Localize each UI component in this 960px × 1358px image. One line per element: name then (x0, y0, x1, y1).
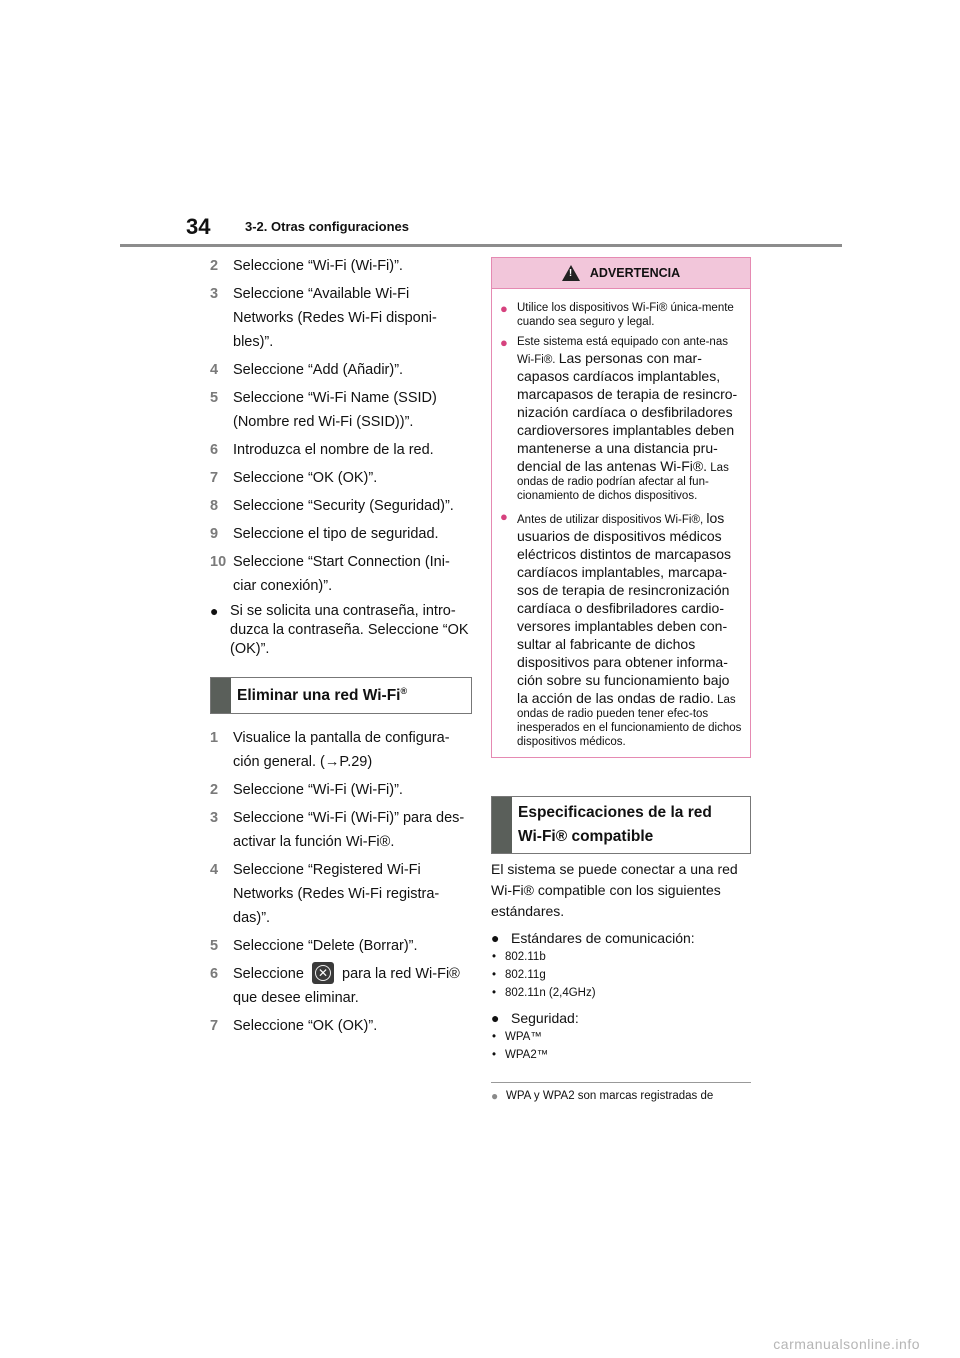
list-item: • 802.11g (492, 966, 751, 984)
standards-bullet: ● Estándares de comunicación: (491, 930, 695, 946)
step-7 (210, 1014, 472, 1038)
step-text: Seleccione “Wi-Fi (Wi-Fi)”. (233, 782, 403, 798)
step-number: 3 (210, 286, 219, 302)
bullet-text: Si se solicita una contraseña, intro-duzca la contraseña. Seleccione “OK (OK)”. (230, 603, 469, 657)
header-rule (120, 244, 842, 247)
bullet-dot: ● (500, 301, 508, 316)
step-text: Seleccione “Wi-Fi (Wi-Fi)”. (233, 258, 403, 274)
page-number: 34 (186, 214, 211, 239)
step-item (210, 282, 472, 354)
small-bullet: • (492, 1031, 497, 1043)
step-text: Seleccione “Add (Añadir)”. (233, 362, 404, 378)
note-separator (491, 1082, 751, 1083)
steps-list-delete (210, 726, 472, 958)
warning-title: ADVERTENCIA (589, 266, 681, 280)
warning-item: ● Antes de utilizar dispositivos Wi-Fi®, los usuarios de dispositivos médicos eléctricos distintos de marcapasos cardíacos implantables, marcapa-sos de terapia de resincronización cardíaca o desfibriladores cardio-versores implantables deben con-sultar al fabricante de dichos dispositivos para obtener informa-ción sobre su funcionamiento bajo la acción de las ondas de radio. Las ondas de radio pueden tener efec-tos inesperados en el funcionamiento de dichos dispositivos médicos. (500, 509, 742, 748)
step-6: 6 Seleccione ✕ para la red Wi-Fi® que desee eliminar. (210, 962, 472, 1010)
small-bullet: • (492, 1049, 497, 1061)
step-text: Seleccione “Wi-Fi Name (SSID) (Nombre red Wi-Fi (SSID))”. (233, 390, 437, 430)
delete-x-icon: ✕ (312, 962, 334, 984)
list-item: • WPA2™ (492, 1046, 751, 1064)
left-column (210, 254, 472, 1042)
heading-bar (211, 678, 231, 713)
step-number: 4 (210, 362, 219, 378)
step-text: Visualice la pantalla de configura-ción general. (→P.29) (233, 730, 450, 770)
step-text: Seleccione el tipo de seguridad. (233, 526, 439, 542)
step-number: 7 (210, 470, 219, 486)
list-item: • 802.11n (2,4GHz) (492, 984, 751, 1002)
list-item: • 802.11b (492, 948, 751, 966)
step-item (210, 522, 472, 546)
small-bullet: • (492, 969, 497, 981)
step-number: 3 (210, 810, 219, 826)
step-number: 7 (210, 1018, 219, 1034)
step-item (210, 386, 472, 434)
step-item (210, 934, 472, 958)
steps-list-add (210, 254, 472, 598)
warning-triangle-icon: ! (562, 265, 580, 281)
step-item (210, 778, 472, 802)
password-bullet (210, 602, 472, 659)
step-text: Seleccione “OK (OK)”. (233, 470, 378, 486)
step-number: 6 (210, 966, 219, 982)
bullet-dot: ● (500, 509, 508, 524)
step-item (210, 726, 472, 774)
right-column (491, 796, 751, 1103)
step-item (210, 858, 472, 930)
step-text: Seleccione “Start Connection (Ini-ciar conexión)”. (233, 554, 450, 594)
heading-text: Eliminar una red Wi-Fi (237, 687, 401, 704)
heading-bar (492, 797, 512, 853)
step-number: 6 (210, 442, 219, 458)
step-number: 5 (210, 938, 219, 954)
security-bullet: ● Seguridad: (491, 1010, 579, 1026)
step-number: 10 (210, 554, 227, 570)
step-number: 1 (210, 730, 219, 746)
warning-box (491, 257, 751, 758)
step-number: 8 (210, 498, 219, 514)
step-text: Seleccione “OK (OK)”. (233, 1018, 378, 1034)
specs-heading: Especificaciones de la red Wi-Fi® compatible (491, 796, 751, 854)
step-item (210, 466, 472, 490)
step-number: 2 (210, 782, 219, 798)
standards-list (491, 948, 751, 1002)
step-item (210, 494, 472, 518)
bullet-dot: ● (210, 603, 219, 619)
list-item: • WPA™ (492, 1028, 751, 1046)
step-text: Seleccione “Wi-Fi (Wi-Fi)” para des-activar la función Wi-Fi®. (233, 810, 465, 850)
step-text: Seleccione “Registered Wi-Fi Networks (Redes Wi-Fi registra-das)”. (233, 862, 440, 926)
step-item (210, 550, 472, 598)
section-title: 3-2. Otras configuraciones (245, 219, 409, 234)
warning-item: ● Utilice los dispositivos Wi-Fi® única-mente cuando sea seguro y legal. (500, 301, 734, 328)
step-item (210, 358, 472, 382)
step-text: Introduzca el nombre de la red. (233, 442, 434, 458)
small-bullet: • (492, 987, 497, 999)
step-text: Seleccione “Available Wi-Fi Networks (Redes Wi-Fi disponi-bles)”. (233, 286, 437, 350)
step-text: Seleccione “Security (Seguridad)”. (233, 498, 454, 514)
step-item (210, 254, 472, 278)
trademark-note: ● WPA y WPA2 son marcas registradas de (491, 1089, 714, 1103)
step-number: 4 (210, 862, 219, 878)
bullet-dot: ● (500, 335, 508, 350)
watermark: carmanualsonline.info (773, 1336, 920, 1352)
step-item (210, 806, 472, 854)
delete-network-heading: Eliminar una red Wi-Fi® (210, 677, 472, 714)
bullet-dot: ● (491, 1089, 499, 1103)
step-item (210, 438, 472, 462)
warning-item: ● Este sistema está equipado con ante-nas Wi-Fi®. Las personas con mar-capasos cardíacos implantables, marcapasos de terapia de resincro-nización cardíaca o desfibriladores cardioversores implantables deben mantenerse a una distancia pru-dencial de las antenas Wi-Fi®. Las ondas de radio podrían afectar al fun-cionamiento de dichos dispositivos. (500, 335, 738, 502)
warning-header (492, 258, 750, 289)
security-list (491, 1028, 751, 1064)
bullet-dot: ● (491, 1010, 500, 1026)
step-text: Seleccione “Delete (Borrar)”. (233, 938, 418, 954)
step-number: 5 (210, 390, 219, 406)
step-number: 9 (210, 526, 219, 542)
small-bullet: • (492, 951, 497, 963)
specs-paragraph: El sistema se puede conectar a una red Wi-Fi® compatible con los siguientes estándares. (491, 861, 738, 919)
bullet-dot: ● (491, 930, 500, 946)
step-number: 2 (210, 258, 219, 274)
